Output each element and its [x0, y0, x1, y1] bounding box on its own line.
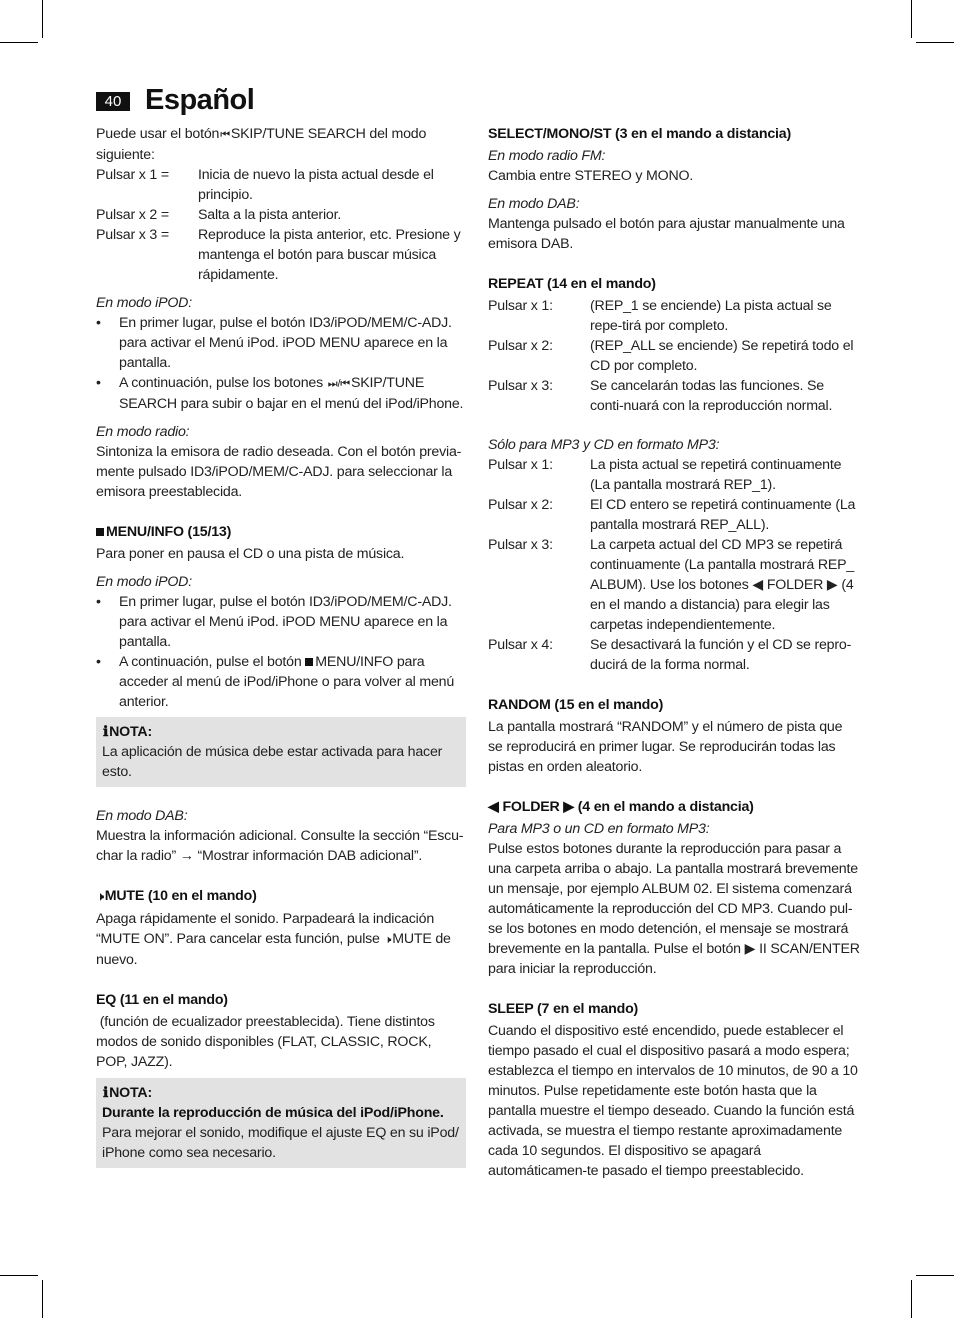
menu-info-heading: MENU/INFO (15/13) — [96, 522, 466, 542]
note-box: ℹNOTA: Durante la reproducción de música del iPod/iPhone. Para mejorar el sonido, modifique el ajuste EQ en su iPod/ iPhone como sea necesario. — [96, 1078, 466, 1168]
fm-text: Cambia entre STEREO y MONO. — [488, 168, 694, 184]
repeat-row: Pulsar x 3: Se cancelarán todas las funciones. Se conti-nuará con la reproducción normal. — [488, 378, 833, 414]
page-number: 40 — [96, 92, 130, 111]
press-row: Pulsar x 1 = Inicia de nuevo la pista actual desde el principio. — [96, 167, 434, 203]
page-title: Español — [145, 84, 255, 116]
crop-mark — [0, 1275, 38, 1276]
repeat-row: Pulsar x 1: (REP_1 se enciende) La pista actual se repe-tirá por completo. — [488, 298, 832, 334]
dab-mode-label: En modo DAB: — [96, 808, 188, 824]
press-row: Pulsar x 3 = Reproduce la pista anterior, etc. Presione y mantenga el botón para buscar música rápidamente. — [96, 227, 461, 283]
mute-icon: 🕨 — [384, 934, 392, 946]
left-column — [96, 124, 466, 1168]
mp3-row: Pulsar x 3: La carpeta actual del CD MP3 se repetirá continuamente (La pantalla mostrará REP_ ALBUM). Use los botones ◀ FOLDER ▶ (4 en el mando a distancia) para elegir las carpetas independientemente. — [488, 537, 855, 633]
dab-text: Mantenga pulsado el botón para ajustar manualmente una emisora DAB. — [488, 216, 845, 252]
repeat-heading: REPEAT (14 en el mando) — [488, 276, 656, 292]
mute-icon: 🕨 — [97, 891, 104, 903]
ipod-mode-label: En modo iPOD: — [96, 295, 192, 311]
ipod-mode-label: En modo iPOD: — [96, 574, 192, 590]
stop-icon — [96, 528, 104, 536]
note-box: ℹNOTA: La aplicación de música debe estar activada para hacer esto. — [96, 717, 466, 787]
skip-fwd-back-icon: ⏭/⏮ — [327, 378, 351, 390]
mp3-row: Pulsar x 2: El CD entero se repetirá continuamente (La pantalla mostrará REP_ALL). — [488, 497, 856, 533]
list-item: • A continuación, pulse los botones ⏭/⏮SKIP/TUNE SEARCH para subir o bajar en el menú del iPod/iPhone. — [96, 375, 464, 412]
eq-heading: EQ (11 en el mando) — [96, 992, 228, 1008]
sleep-heading: SLEEP (7 en el mando) — [488, 1001, 639, 1017]
eq-text: (función de ecualizador preestablecida). Tiene distintos modos de sonido disponibles (FLAT, CLASSIC, ROCK, POP, JAZZ). — [96, 1014, 439, 1070]
crop-mark — [42, 1280, 43, 1318]
info-icon: ℹ — [103, 1084, 109, 1100]
dab-text: Muestra la información adicional. Consulte la sección “Escu-char la radio” → “Mostrar información DAB adicional”. — [96, 828, 464, 864]
mp3-row: Pulsar x 4: Se desactivará la función y el CD se repro-ducirá de la forma normal. — [488, 637, 852, 673]
radio-mode-label: En modo radio: — [96, 424, 190, 440]
press-row: Pulsar x 2 = Salta a la pista anterior. — [96, 207, 342, 223]
mute-heading: 🕨MUTE (10 en el mando) — [96, 886, 466, 907]
stop-icon — [305, 658, 313, 666]
sleep-text: Cuando el dispositivo esté encendido, puede establecer el tiempo pasado el cual el dispositivo pasará a modo espera; establezca el tiempo en intervalos de 10 minutos, de 90 a 10 minutos. Pulse repetidamente este botón hasta que la pantalla muestre el tiempo deseado. Cuando la función está activada, se muestra el tiempo restante aproximadamente cada 10 segundos. El dispositivo se apagará automáticamen-te pasado el tiempo preestablecido. — [488, 1023, 858, 1179]
folder-heading: ◀ FOLDER ▶ (4 en el mando a distancia) — [488, 799, 754, 815]
fm-mode-label: En modo radio FM: — [488, 148, 606, 164]
select-heading: SELECT/MONO/ST (3 en el mando a distancia) — [488, 126, 791, 142]
random-heading: RANDOM (15 en el mando) — [488, 697, 664, 713]
intro-text: Puede usar el botón⏮SKIP/TUNE SEARCH del modo siguiente: — [96, 126, 427, 163]
repeat-row: Pulsar x 2: (REP_ALL se enciende) Se repetirá todo el CD por completo. — [488, 338, 854, 374]
crop-mark — [916, 42, 954, 43]
crop-mark — [911, 0, 912, 38]
play-pause-icon: ▶ II — [744, 941, 767, 957]
mp3-row: Pulsar x 1: La pista actual se repetirá continuamente (La pantalla mostrará REP_1). — [488, 457, 842, 493]
dab-mode-label: En modo DAB: — [488, 196, 580, 212]
mute-text: Apaga rápidamente el sonido. Parpadeará la indicación “MUTE ON”. Para cancelar esta función, pulse 🕨MUTE de nuevo. — [96, 911, 451, 968]
random-text: La pantalla mostrará “RANDOM” y el número de pista que se reproducirá en primer lugar. Se reproducirán todas las pistas en orden aleatorio. — [488, 719, 843, 775]
radio-text: Sintoniza la emisora de radio deseada. Con el botón previa-mente pulsado ID3/iPOD/MEM/C-ADJ. para seleccionar la emisora preestablecida. — [96, 444, 462, 500]
crop-mark — [42, 0, 43, 38]
list-item: • En primer lugar, pulse el botón ID3/iPOD/MEM/C-ADJ. para activar el Menú iPod. iPOD MENU aparece en la pantalla. — [96, 594, 452, 650]
list-item: • En primer lugar, pulse el botón ID3/iPOD/MEM/C-ADJ. para activar el Menú iPod. iPOD MENU aparece en la pantalla. — [96, 315, 452, 371]
skip-back-icon: ⏮ — [220, 129, 230, 141]
right-column — [488, 124, 860, 1181]
menu-info-text: Para poner en pausa el CD o una pista de música. — [96, 546, 405, 562]
folder-text: Pulse estos botones durante la reproducción para pasar a una carpeta arriba o abajo. La pantalla mostrará brevemente un mensaje, por ejemplo ALBUM 02. El sistema comenzará automáticamente la reproducción del CD MP3. Cuando pul-se los botones en modo detención, el mensaje se mostrará brevemente en la pantalla. Pulse el botón ▶ II SCAN/ENTER para iniciar la reproducción. — [488, 841, 860, 977]
crop-mark — [0, 42, 38, 43]
crop-mark — [916, 1275, 954, 1276]
mp3-mode-label: Sólo para MP3 y CD en formato MP3: — [488, 437, 720, 453]
folder-mode-label: Para MP3 o un CD en formato MP3: — [488, 821, 710, 837]
list-item: • A continuación, pulse el botón MENU/INFO para acceder al menú de iPod/iPhone o para volver al menú anterior. — [96, 654, 455, 710]
arrow-icon: → — [179, 848, 194, 864]
crop-mark — [911, 1280, 912, 1318]
info-icon: ℹ — [103, 723, 109, 739]
